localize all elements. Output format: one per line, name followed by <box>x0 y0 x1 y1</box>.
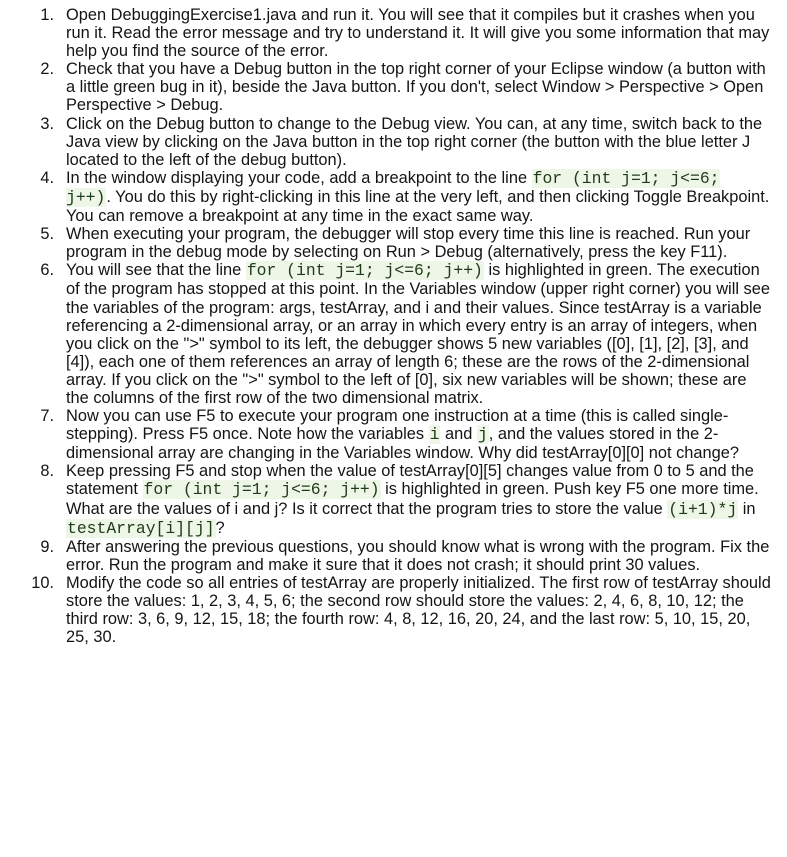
code-snippet: for (int j=1; j<=6; j++) <box>66 168 720 207</box>
step-text <box>66 462 759 536</box>
code-snippet: i <box>429 425 440 445</box>
step-number: 1. <box>40 6 54 24</box>
step-number: 7. <box>40 407 54 426</box>
step-number: 4. <box>40 168 54 187</box>
step-text-run: . You do this by right-clicking in this line at the very left, and then clicking Toggle Breakpoint. You can remove a breakpoint at any time in the exact same way. <box>66 187 770 226</box>
step-text-run: After answering the previous questions, you should know what is wrong with the program. Fix the error. Run the program and make it sure that it does not crash; it should print 30 values. <box>66 537 770 574</box>
step-item <box>20 115 773 169</box>
step-number: 2. <box>40 60 54 79</box>
step-text-run: Click on the Debug button to change to the Debug view. You can, at any time, switch back to the Java view by clicking on the Java button in the top right corner (the button with the blue letter J located to the left of the debug button). <box>66 114 763 169</box>
code-snippet: j <box>477 425 488 445</box>
step-number: 8. <box>40 462 54 481</box>
step-text-run: Keep pressing F5 and stop when the value of testArray[0][5] changes value from 0 to 5 and the statement <box>66 462 754 499</box>
step-text <box>66 225 750 261</box>
step-item <box>20 261 773 407</box>
step-text-run: and <box>440 425 477 444</box>
step-text-run: Check that you have a Debug button in the top right corner of your Eclipse window (a button with a little green bug in it), beside the Java button. If you don't, select Window > Perspective > Open Perspective > Debug. <box>66 60 766 115</box>
step-text-run: When executing your program, the debugger will stop every time this line is reached. Run your program in the debug mode by selecting on Run > Debug (alternatively, press the key F11). <box>66 225 751 262</box>
step-text <box>66 6 769 60</box>
step-item <box>20 574 773 646</box>
step-text <box>66 261 770 407</box>
step-item <box>20 407 773 462</box>
step-text <box>66 574 771 646</box>
step-text-run: is highlighted in green. Push key F5 one more time. What are the values of i and j? Is it correct that the program tries to store the value <box>66 480 759 518</box>
step-number: 5. <box>40 225 54 244</box>
step-item <box>20 462 773 537</box>
step-text-run: ? <box>215 518 225 537</box>
step-item <box>20 225 773 261</box>
step-number: 6. <box>40 261 54 280</box>
step-text <box>66 60 766 114</box>
step-item <box>20 6 773 60</box>
step-text <box>66 169 769 225</box>
step-text <box>66 115 762 169</box>
step-item <box>20 169 773 225</box>
step-text <box>66 407 739 462</box>
code-snippet: testArray[i][j] <box>67 518 215 538</box>
step-text-run: in <box>738 499 756 518</box>
step-text-run: is highlighted in green. The execution of the program has stopped at this point. In the Variables window (upper right corner) you will see the variables of the program: args, testArray, and i and their values. Since testArray is a variable referencing a 2-dimensional array, or an array in which every entry is an array of integers, when you click on the ">" symbol to its left, the debugger shows 5 new variables ([0], [1], [2], [3], and [4]), each one of them references an array of length 6; these are the rows of the 2-dimensional array. If you click on the ">" symbol to the left of [0], six new variables will be shown; these are the columns of the first row of the two dimensional matrix. <box>66 261 770 407</box>
code-snippet: for (int j=1; j<=6; j++) <box>246 261 483 281</box>
step-text-run: Now you can use F5 to execute your program one instruction at a time (this is called single-stepping). Press F5 once. Note how the variables <box>66 407 729 444</box>
step-item <box>20 60 773 114</box>
step-text-run: Open DebuggingExercise1.java and run it. You will see that it compiles but it crashes when you run it. Read the error message and try to understand it. It will give you some information that may help you find the source of the error. <box>66 6 770 61</box>
step-number: 9. <box>40 537 54 556</box>
code-snippet: for (int j=1; j<=6; j++) <box>143 480 380 500</box>
step-text-run: In the window displaying your code, add a breakpoint to the line <box>66 168 532 187</box>
step-item <box>20 538 773 574</box>
numbered-step-list <box>20 6 773 646</box>
step-number: 3. <box>40 114 54 133</box>
step-text-run: You will see that the line <box>66 261 246 280</box>
step-text <box>66 538 769 574</box>
step-number: 10. <box>31 573 54 592</box>
step-text-run: , and the values stored in the 2-dimensional array are changing in the Variables window. Why did testArray[0][0] not change? <box>66 425 739 463</box>
code-snippet: (i+1)*j <box>668 499 738 519</box>
step-text-run: Modify the code so all entries of testArray are properly initialized. The first row of testArray should store the values: 1, 2, 3, 4, 5, 6; the second row should store the values: 2, 4, 6, 8, 10, 12; the third row: 3, 6, 9, 12, 15, 18; the fourth row: 4, 8, 12, 16, 20, 24, and the last row: 5, 10, 15, 20, 25, 30. <box>66 573 771 647</box>
